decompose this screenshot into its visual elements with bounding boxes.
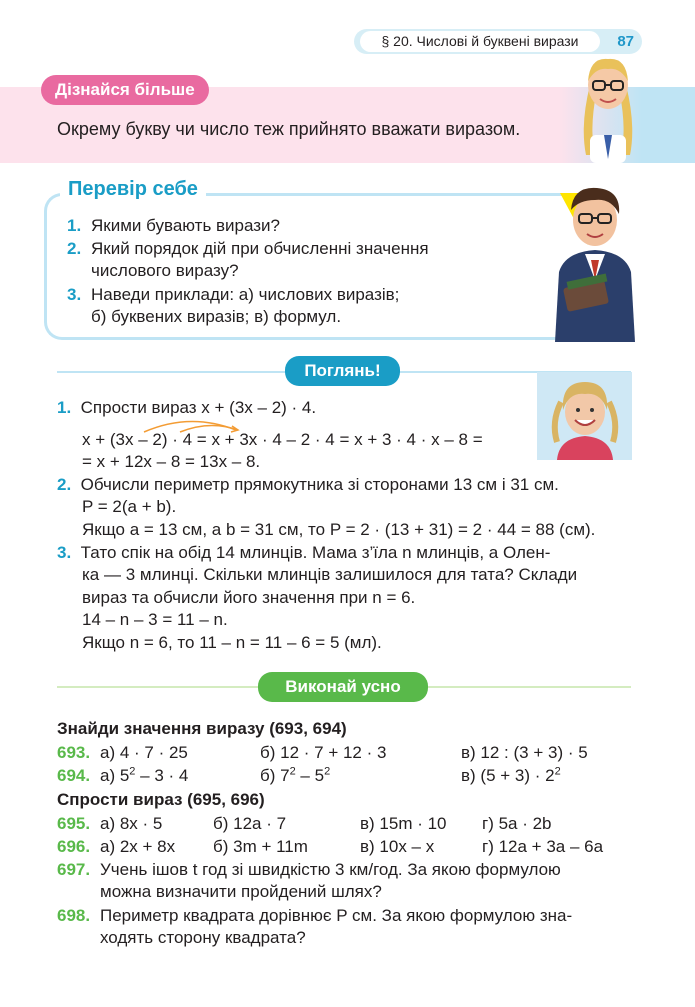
example-2-formula: P = 2(a + b). (82, 497, 177, 516)
heading-simplify: Спрости вираз (695, 696) (57, 790, 265, 809)
example-1-task: 1. Спрости вираз x + (3x – 2) · 4. (57, 398, 317, 417)
problem-694-a: а) $5^2 - 3 \cdot 4$ (100, 765, 189, 785)
section-title: § 20. Числові й буквені вирази (360, 31, 600, 52)
example-3-task-line-3: вираз та обчисли його значення при n = 6. (82, 588, 416, 607)
learn-more-label: Дізнайся більше (41, 75, 209, 105)
check-yourself-title: Перевір себе (60, 178, 206, 201)
problem-697-number: 697. (57, 860, 91, 879)
problem-693-c: в) 12 : (3 + 3) · 5 (461, 743, 588, 762)
problem-698-number: 698. (57, 906, 91, 925)
look-title: Поглянь! (285, 356, 400, 386)
problem-697-line-2: можна визначити пройдений шлях? (100, 882, 382, 901)
example-3-expression: 14 – n – 3 = 11 – n. (82, 610, 228, 629)
example-1-line-1: x + (3x – 2) · 4 = x + 3x · 4 – 2 · 4 = x + 3 · 4 · x – 8 = (82, 430, 483, 449)
example-3-task-line-2: ка — 3 млинці. Скільки млинців залишилося для тата? Склади (82, 565, 578, 584)
problem-698-line-2: ходять сторону квадрата? (100, 928, 306, 947)
problem-693-number: 693. (57, 743, 91, 762)
problem-695-b: б) 12a · 7 (213, 814, 287, 833)
example-2-solution: Якщо a = 13 см, а b = 31 см, то P = 2 · (13 + 31) = 2 · 44 = 88 (см). (82, 520, 596, 539)
problem-696-b: б) 3m + 11m (213, 837, 308, 856)
problem-695-a: а) 8x · 5 (100, 814, 163, 833)
example-3-task-line-1: 3. Тато спік на обід 14 млинців. Мама з’їла n млинців, а Олен- (57, 543, 551, 562)
question-1: 1. Якими бувають вирази? (67, 216, 281, 235)
problem-695-d: г) 5a · 2b (482, 814, 552, 833)
page-number: 87 (617, 33, 634, 50)
problem-694-number: 694. (57, 766, 91, 785)
problem-694-b: б) $7^2 - 5^2$ (260, 765, 331, 785)
boy-with-books-illustration (545, 180, 645, 342)
problem-696-d: г) 12a + 3a – 6a (482, 837, 604, 856)
problem-693-a: а) 4 · 7 · 25 (100, 743, 188, 762)
problem-696-number: 696. (57, 837, 91, 856)
problem-693-b: б) 12 · 7 + 12 · 3 (260, 743, 387, 762)
problem-694-c: в) $(5 + 3) \cdot 2^2$ (461, 765, 561, 785)
learn-more-text: Окрему букву чи число теж прийнято вважати виразом. (57, 119, 521, 139)
problem-698-line-1: Периметр квадрата дорівнює P см. За якою формулою зна- (100, 906, 573, 925)
problem-697-line-1: Учень ішов t год зі швидкістю 3 км/год. За якою формулою (100, 860, 561, 879)
problem-696-a: а) 2x + 8x (100, 837, 176, 856)
example-2-task: 2. Обчисли периметр прямокутника зі сторонами 13 см і 31 см. (57, 475, 559, 494)
question-2-continued: числового виразу? (91, 261, 239, 280)
example-1-line-2: = x + 12x – 8 = 13x – 8. (82, 452, 261, 471)
heading-find-value: Знайди значення виразу (693, 694) (57, 719, 347, 738)
problem-695-number: 695. (57, 814, 91, 833)
problem-695-c: в) 15m · 10 (360, 814, 447, 833)
question-3-continued: б) буквених виразів; в) формул. (91, 307, 342, 326)
example-3-solution: Якщо n = 6, то 11 – n = 11 – 6 = 5 (мл). (82, 633, 382, 652)
girl-with-glasses-illustration (576, 55, 640, 163)
oral-title: Виконай усно (258, 672, 428, 702)
question-3: 3. Наведи приклади: а) числових виразів; (67, 285, 400, 304)
smiling-girl-photo (537, 372, 632, 460)
problem-696-c: в) 10x – x (360, 837, 435, 856)
question-2: 2. Який порядок дій при обчисленні значення (67, 239, 429, 258)
page-header (354, 29, 642, 54)
